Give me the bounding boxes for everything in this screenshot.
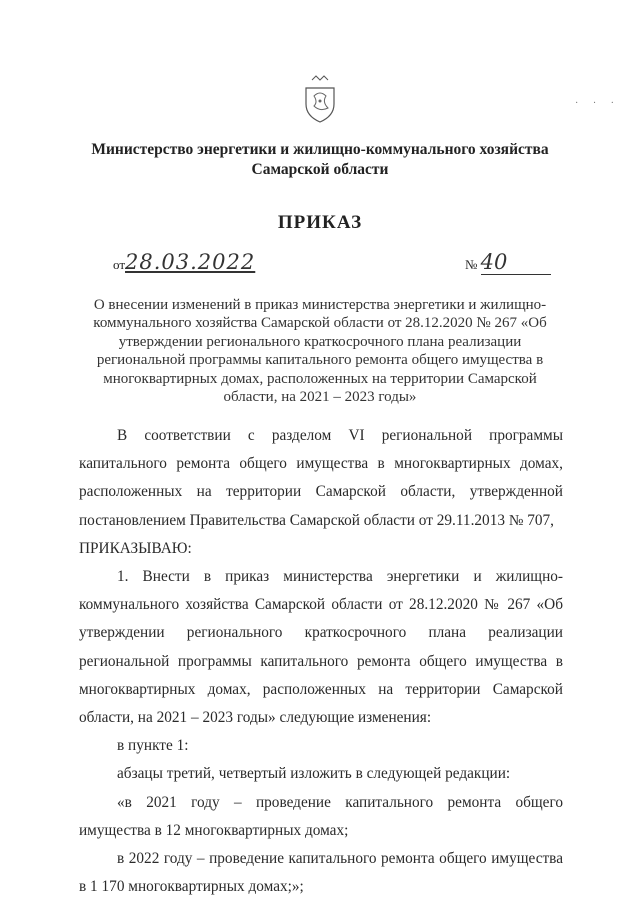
order-subject: О внесении изменений в приказ министерства энергетики и жилищно-коммунального хозяйства Самарской области от 28.12.2020 № 267 «Об утверждении регионального краткосрочного плана реализации региональной программы капитального ремонта общего имущества в многоквартирных домах, расположенных на территории Самарской области, на 2021 – 2023 годы»: [93, 297, 547, 406]
document-title: ПРИКАЗ: [277, 212, 363, 233]
order-number: [465, 250, 551, 275]
scan-artifact-marks: · · ·: [575, 98, 620, 109]
preamble-paragraph: В соответствии с разделом VI региональной программы капитального ремонта общего имущества в многоквартирных домах, расположенных на территории Самарской области, утвержденной постановлением Правительства Самарской области от 29.11.2013 № 707,: [79, 427, 563, 529]
order-body: [79, 422, 563, 901]
number-prefix: №: [465, 257, 478, 272]
samara-coat-of-arms-icon: [298, 74, 342, 124]
order-verb: ПРИКАЗЫВАЮ:: [79, 539, 192, 557]
amendment-2021: «в 2021 году – проведение капитального ремонта общего имущества в 12 многоквартирных домах;: [79, 793, 563, 839]
amendment-2022: в 2022 году – проведение капитального ремонта общего имущества в 1 170 многоквартирных домах;»;: [79, 850, 563, 896]
number-value: 40: [481, 250, 551, 275]
clause-1-point: в пункте 1:: [117, 737, 189, 755]
clause-1-paragraph: 1. Внести в приказ министерства энергетики и жилищно-коммунального хозяйства Самарской области от 28.12.2020 № 267 «Об утверждении регионального краткосрочного плана реализации региональной программы капитального ремонта общего имущества в многоквартирных домах, расположенных на территории Самарской области, на 2021 – 2023 годы» следующие изменения:: [79, 568, 563, 727]
clause-1-instruction: абзацы третий, четвертый изложить в следующей редакции:: [117, 765, 511, 783]
date-value: 28.03.2022: [125, 250, 256, 274]
date-prefix: от: [113, 257, 126, 272]
ministry-name: [60, 140, 580, 180]
order-date: [113, 250, 255, 274]
ministry-name-line2: Самарской области: [251, 161, 389, 178]
ministry-name-line1: Министерство энергетики и жилищно-коммунального хозяйства: [91, 141, 549, 158]
